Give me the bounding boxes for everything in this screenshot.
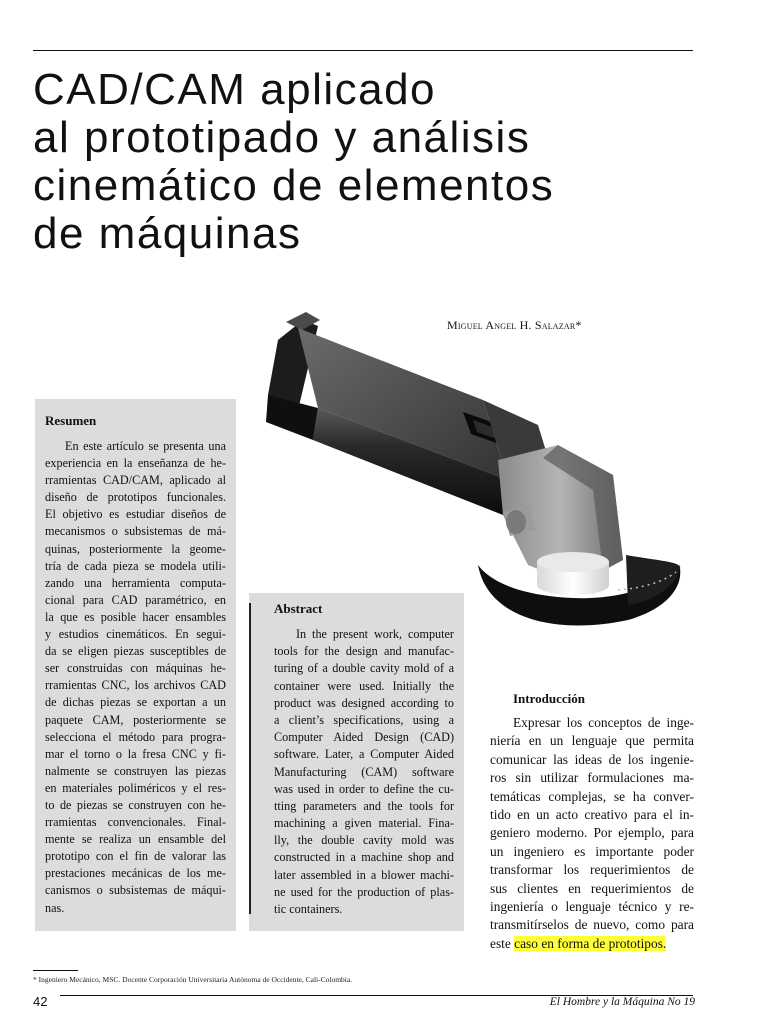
- abstract-line: container were used. Initially the: [274, 678, 454, 693]
- abstract-line: tools for the design and manufac-: [274, 644, 454, 659]
- abstract-line: Computer Aided Design (CAD): [274, 730, 454, 745]
- intro-line: niería en un lenguaje que permita: [490, 733, 694, 749]
- resumen-line: mar el torno o la fresa CNC y fi-: [45, 746, 226, 761]
- intro-line: tido en un acto creativo para el in-: [490, 806, 694, 822]
- introduccion-text: [490, 714, 694, 953]
- title-line-3: cinemático de elementos: [33, 161, 555, 210]
- introduccion-heading: Introducción: [513, 691, 585, 706]
- resumen-line: rramientas convencionales. Final-: [45, 815, 226, 830]
- footnote: * Ingeniero Mecánico, MSC. Docente Corporación Universitaria Autónoma de Occidente, Cali-Colombia.: [33, 975, 353, 984]
- intro-line: sus clientes en requerimientos de: [490, 880, 694, 896]
- resumen-line: selecciona el método para progra-: [45, 729, 226, 744]
- resumen-line: ser construidas con máquinas he-: [45, 661, 226, 676]
- resumen-line: prototipo con el fin de valorar las: [45, 849, 226, 864]
- resumen-line: nalmente se construyen las piezas: [45, 763, 226, 778]
- abstract-line: tic containers.: [274, 902, 343, 916]
- resumen-line: tría de cada pieza se modela utili-: [45, 558, 226, 573]
- title-line-2: al prototipado y análisis: [33, 113, 531, 162]
- footnote-rule: [33, 970, 78, 971]
- abstract-divider: [249, 603, 251, 914]
- intro-line: [490, 935, 694, 953]
- resumen-line: paquete CAM, posteriormente se: [45, 712, 226, 727]
- intro-line: ingeniería o lenguaje técnico y re-: [490, 898, 694, 914]
- resumen-line: nas.: [45, 900, 65, 915]
- abstract-text: [274, 626, 454, 918]
- resumen-line: rramientas CNC, los archivos CAD: [45, 678, 226, 693]
- resumen-line: mente se realiza un ensamble del: [45, 832, 226, 847]
- abstract-line: ne used for the production of plas-: [274, 884, 454, 899]
- resumen-line: zando una herramienta computa-: [45, 575, 226, 590]
- intro-line: un ingeniero es importante poder: [490, 843, 694, 859]
- resumen-line: El objetivo es estudiar diseños de: [45, 507, 226, 522]
- resumen-line: En este artículo se presenta una: [65, 439, 226, 453]
- resumen-line: de dichas piezas se exportan a un: [45, 695, 226, 710]
- resumen-line: quinas, posteriormente la geome-: [45, 541, 226, 556]
- resumen-line: y estudios cinemáticos. En segui-: [45, 627, 226, 642]
- abstract-heading: Abstract: [274, 601, 323, 616]
- resumen-line: da se eligen piezas susceptibles de: [45, 644, 226, 659]
- abstract-line: machining a given material. Fina-: [274, 816, 454, 831]
- resumen-line: rramientas CAD/CAM, aplicado al: [45, 473, 226, 488]
- resumen-line: la que es posible hacer ensambles: [45, 609, 226, 624]
- resumen-line: mecanismos o subsistemas de má-: [45, 524, 226, 539]
- intro-line: geniero moderno. Por ejemplo, para: [490, 825, 694, 841]
- intro-last-prefix: este: [490, 935, 515, 951]
- intro-line: comunicar las ideas de los ingenie-: [490, 751, 694, 767]
- resumen-line: en materiales poliméricos y el res-: [45, 780, 226, 795]
- intro-line: ros sin utilizar formulaciones ma-: [490, 770, 694, 786]
- resumen-line: prestaciones mecánicas de los me-: [45, 866, 226, 881]
- intro-line: Expresar los conceptos de inge-: [513, 715, 694, 730]
- resumen-heading: Resumen: [45, 413, 97, 428]
- intro-line: transformar los requerimientos de: [490, 862, 694, 878]
- author-name: Miguel Angel H. Salazar*: [447, 318, 582, 332]
- angle-grinder-illustration: [258, 300, 698, 640]
- title-line-4: de máquinas: [33, 209, 302, 258]
- abstract-line: constructed in a machine shop and: [274, 850, 454, 865]
- highlighted-text: caso en forma de prototipos.: [514, 935, 667, 951]
- abstract-line: software. Later, a Computer Aided: [274, 747, 454, 762]
- resumen-line: cional para CAD paramétrico, en: [45, 592, 226, 607]
- abstract-line: a client’s specifications, using a: [274, 712, 454, 727]
- top-rule: [33, 50, 693, 51]
- abstract-line: lly, the double cavity mold was: [274, 833, 454, 848]
- resumen-line: experiencia en la enseñanza de he-: [45, 456, 226, 471]
- abstract-line: In the present work, computer: [296, 627, 454, 641]
- page-number: 42: [33, 994, 48, 1009]
- resumen-text: [45, 438, 226, 917]
- abstract-line: later assembled in a blower machi-: [274, 867, 454, 882]
- intro-line: temáticas complejas, se ha conver-: [490, 788, 694, 804]
- abstract-line: Manufacturing (CAM) software: [274, 764, 454, 779]
- resumen-line: to de piezas se construyen con he-: [45, 797, 226, 812]
- resumen-line: canismos o subsistemas de máqui-: [45, 883, 226, 898]
- resumen-line: diseño de prototipos funcionales.: [45, 490, 226, 505]
- abstract-line: was used in order to define the cu-: [274, 781, 454, 796]
- abstract-line: tting parameters and the tools for: [274, 798, 454, 813]
- abstract-line: product was designed according to: [274, 695, 454, 710]
- title-line-1: CAD/CAM aplicado: [33, 65, 437, 114]
- abstract-line: turing of a double cavity mold of a: [274, 661, 454, 676]
- journal-name: El Hombre y la Máquina No 19: [549, 996, 695, 1008]
- intro-line: transmitírselos de nuevo, como para: [490, 917, 694, 933]
